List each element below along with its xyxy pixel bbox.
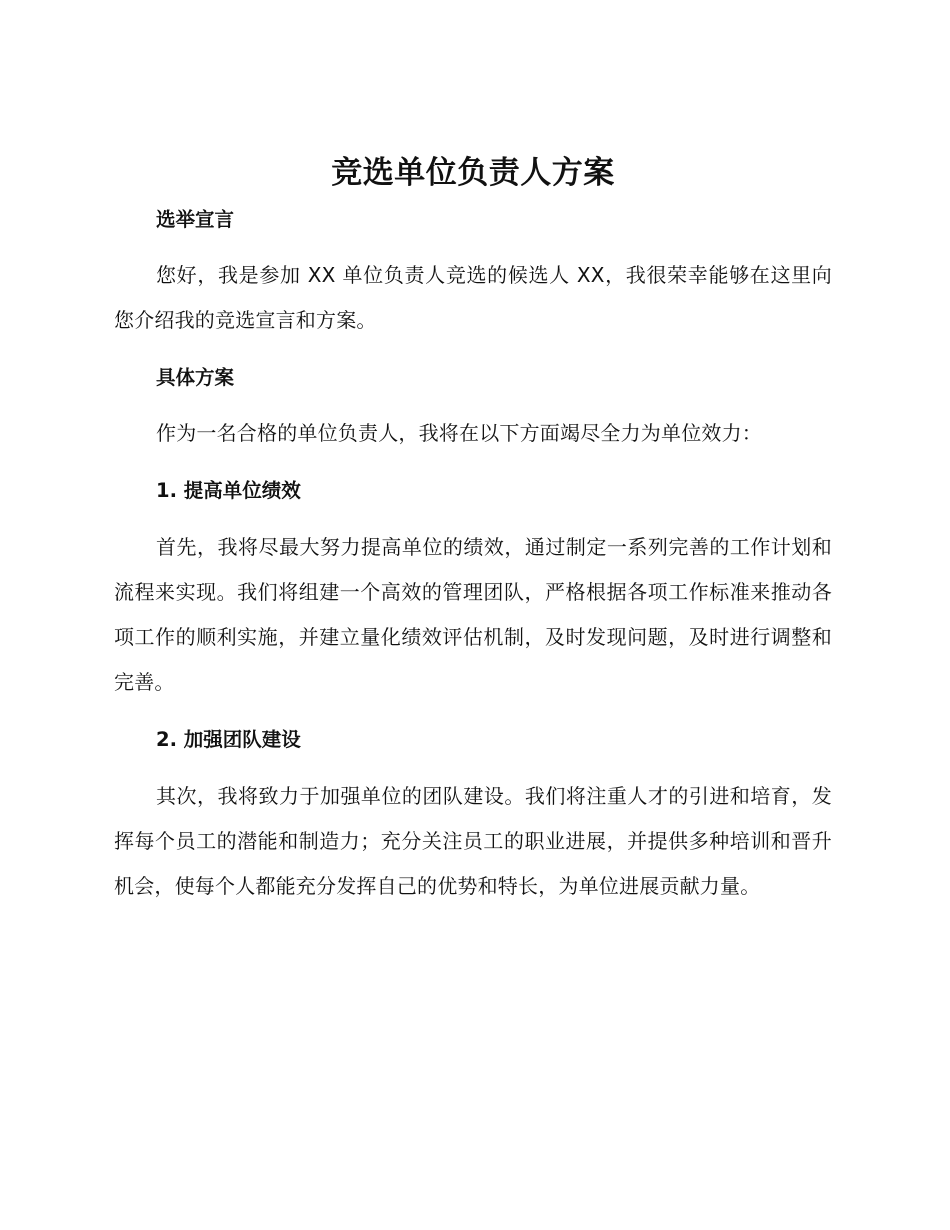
section-heading-election-declaration: 选举宣言	[156, 208, 235, 231]
section-heading-specific-plan: 具体方案	[156, 366, 235, 389]
section-paragraph-election-declaration: 您好，我是参加 XX 单位负责人竞选的候选人 XX，我很荣幸能够在这里向您介绍我的竞选宣言和方案。	[114, 263, 832, 332]
section-heading-team-building: 2. 加强团队建设	[156, 728, 301, 751]
section-paragraph-improve-performance: 首先，我将尽最大努力提高单位的绩效，通过制定一系列完善的工作计划和流程来实现。我们将组建一个高效的管理团队，严格根据各项工作标准来推动各项工作的顺利实施，并建立量化绩效评估机制，及时发现问题，及时进行调整和完善。	[114, 535, 832, 694]
section-heading-improve-performance: 1. 提高单位绩效	[156, 479, 301, 502]
document-title: 竞选单位负责人方案	[331, 155, 615, 191]
section-paragraph-specific-plan: 作为一名合格的单位负责人，我将在以下方面竭尽全力为单位效力：	[156, 421, 762, 445]
section-paragraph-team-building: 其次，我将致力于加强单位的团队建设。我们将注重人才的引进和培育，发挥每个员工的潜能和制造力；充分关注员工的职业进展，并提供多种培训和晋升机会，使每个人都能充分发挥自己的优势和特长，为单位进展贡献力量。	[114, 784, 832, 898]
